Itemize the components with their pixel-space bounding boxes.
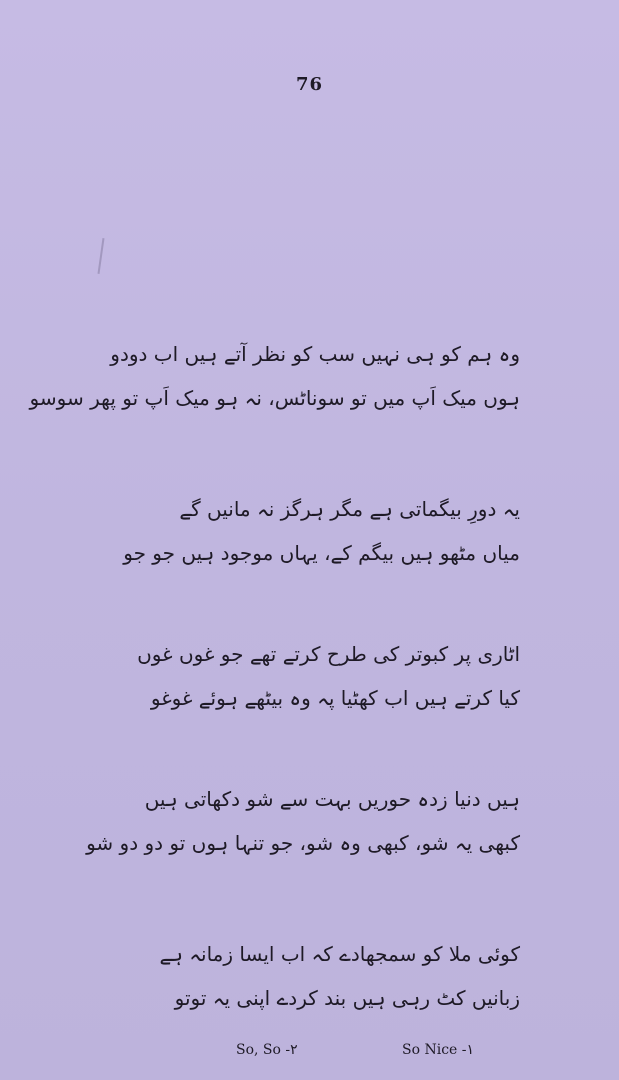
page-number: 76 xyxy=(295,74,324,95)
stanza-3 xyxy=(110,632,520,720)
verse-line: ہوں میک اَپ میں تو سوناٹس، نہ ہو میک اَپ تو پھر سوسو xyxy=(29,386,520,410)
margin-mark xyxy=(98,238,105,274)
stanza-5 xyxy=(110,932,520,1020)
verse-line: کوئی ملا کو سمجھادے کہ اب ایسا زمانہ ہے xyxy=(159,942,520,966)
verse-line: کیا کرتے ہیں اب کھٹیا پہ وہ بیٹھے ہوئے غوغو xyxy=(150,686,520,710)
verse-line: کبھی یہ شو، کبھی وہ شو، جو تنہا ہوں تو دو دو شو xyxy=(86,831,520,855)
stanza-2 xyxy=(110,487,520,575)
verse-line: اٹاری پر کبوتر کی طرح کرتے تھے جو غوں غوں xyxy=(137,642,520,666)
verse-line: یہ دورِ بیگماتی ہے مگر ہرگز نہ مانیں گے xyxy=(179,497,520,521)
stanza-1 xyxy=(29,332,520,420)
stanza-4 xyxy=(86,777,520,865)
footnote-2: So, So -۲ xyxy=(236,1042,298,1058)
footnote-1: So Nice -۱ xyxy=(402,1042,475,1058)
verse-line: وہ ہم کو ہی نہیں سب کو نظر آتے ہیں اب دودو xyxy=(110,342,520,366)
verse-line: میاں مٹھو ہیں بیگم کے، یہاں موجود ہیں جو جو xyxy=(123,541,520,565)
verse-line: ہیں دنیا زدہ حوریں بہت سے شو دکھاتی ہیں xyxy=(144,787,520,811)
verse-line: زبانیں کٹ رہی ہیں بند کردے اپنی یہ توتو xyxy=(174,986,520,1010)
